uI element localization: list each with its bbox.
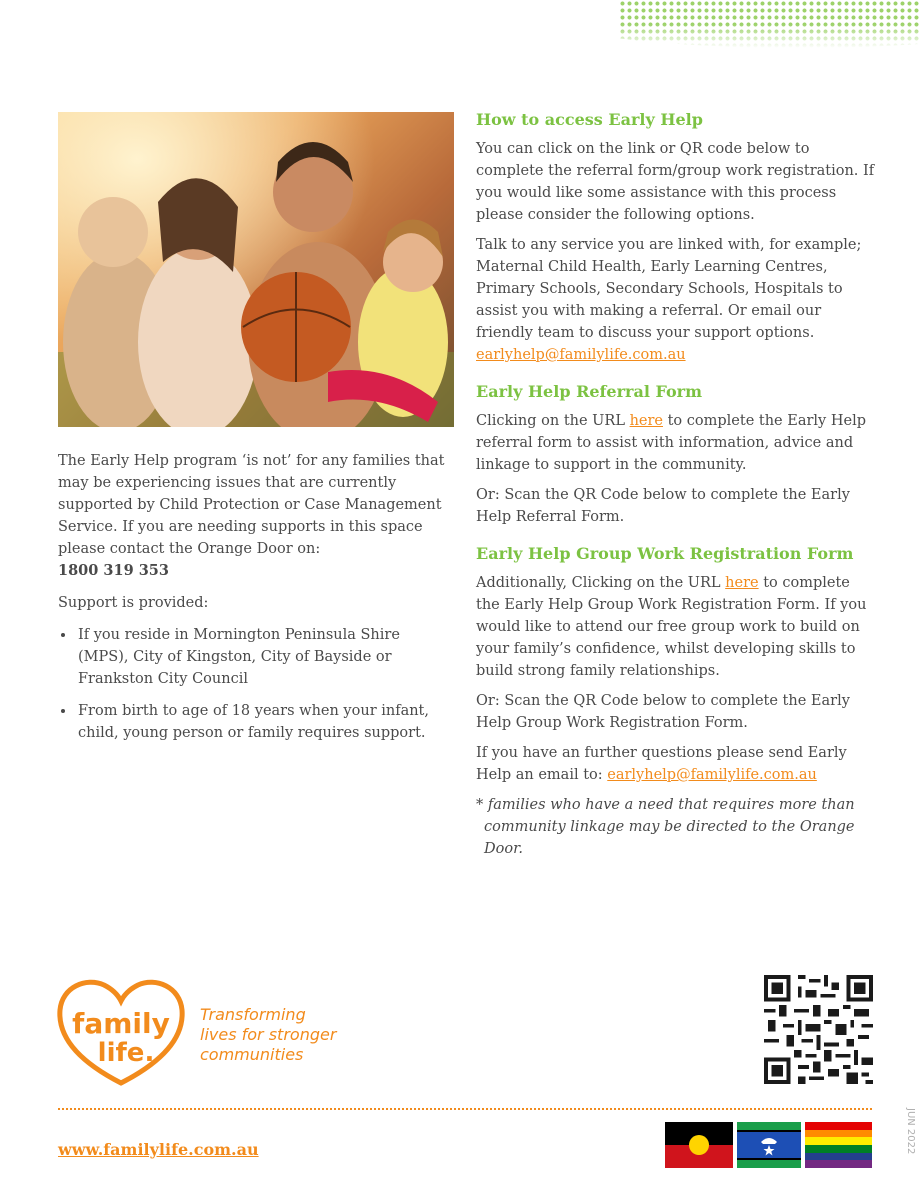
website-link[interactable]: www.familylife.com.au [58,1140,259,1159]
support-list [58,624,454,744]
paragraph: Or: Scan the QR Code below to complete the Early Help Referral Form. [476,487,850,525]
eligibility-intro: The Early Help program ‘is not’ for any families that may be experiencing issues that are currently supported by Child Protection or Case Management Service. If you are needing supports in this space please contact the Orange Door on: 1800 319 353 [58,453,445,579]
aboriginal-flag-icon [665,1122,733,1168]
referral-section [476,380,876,528]
family-life-logo [56,975,186,1087]
family-photo [58,112,454,427]
publication-date: JUN 2022 [905,1108,916,1155]
group-work-form-link[interactable]: here [725,575,759,591]
section-heading: Early Help Referral Form [476,382,702,401]
email-link[interactable]: earlyhelp@familylife.com.au [607,767,817,783]
referral-form-link[interactable]: here [629,413,663,429]
decorative-dot-pattern [619,0,919,48]
orange-door-phone: 1800 319 353 [58,562,169,579]
footnote: * families who have a need that requires more than community linkage may be directed to the Orange Door. [476,797,855,857]
access-section [476,108,876,366]
section-heading: How to access Early Help [476,110,703,129]
group-work-section [476,542,876,860]
list-item: • From birth to age of 18 years when your infant, child, young person or family requires support. [76,700,454,744]
paragraph: You can click on the link or QR code below to complete the referral form/group work registration. If you would like some assistance with this process please consider the following options. [476,141,875,223]
eligibility-section [58,450,454,754]
email-link[interactable]: earlyhelp@familylife.com.au [476,347,686,363]
section-heading: Early Help Group Work Registration Form [476,544,854,563]
rainbow-flag-icon [805,1122,872,1168]
paragraph: Additionally, Clicking on the URL here to complete the Early Help Group Work Registration Form. If you would like to attend our free group work to build on your family’s confidence, whilst developing skills to build strong family relationships. [476,575,867,679]
svg-text:life.: life. [97,1038,155,1068]
svg-text:family: family [72,1007,170,1040]
paragraph: Talk to any service you are linked with, for example; Maternal Child Health, Early Learning Centres, Primary Schools, Secondary Schools, Hospitals to assist you with making a referral. Or email our friendly team to discuss your support options. earlyhelp@familylife.com.au [476,237,862,363]
paragraph: Or: Scan the QR Code below to complete the Early Help Group Work Registration Form. [476,693,850,731]
support-heading: Support is provided: [58,595,209,611]
access-column [476,108,876,874]
paragraph: If you have an further questions please send Early Help an email to: earlyhelp@familylife.com.au [476,745,847,783]
torres-strait-islander-flag-icon [737,1122,801,1168]
qr-code[interactable] [764,975,873,1084]
tagline: Transforming lives for stronger communities [200,1005,337,1064]
paragraph: Clicking on the URL here to complete the Early Help referral form to assist with information, advice and linkage to support in the community. [476,413,866,473]
footer-divider [58,1108,872,1110]
list-item: • If you reside in Mornington Peninsula Shire (MPS), City of Kingston, City of Bayside or Frankston City Council [76,624,454,690]
